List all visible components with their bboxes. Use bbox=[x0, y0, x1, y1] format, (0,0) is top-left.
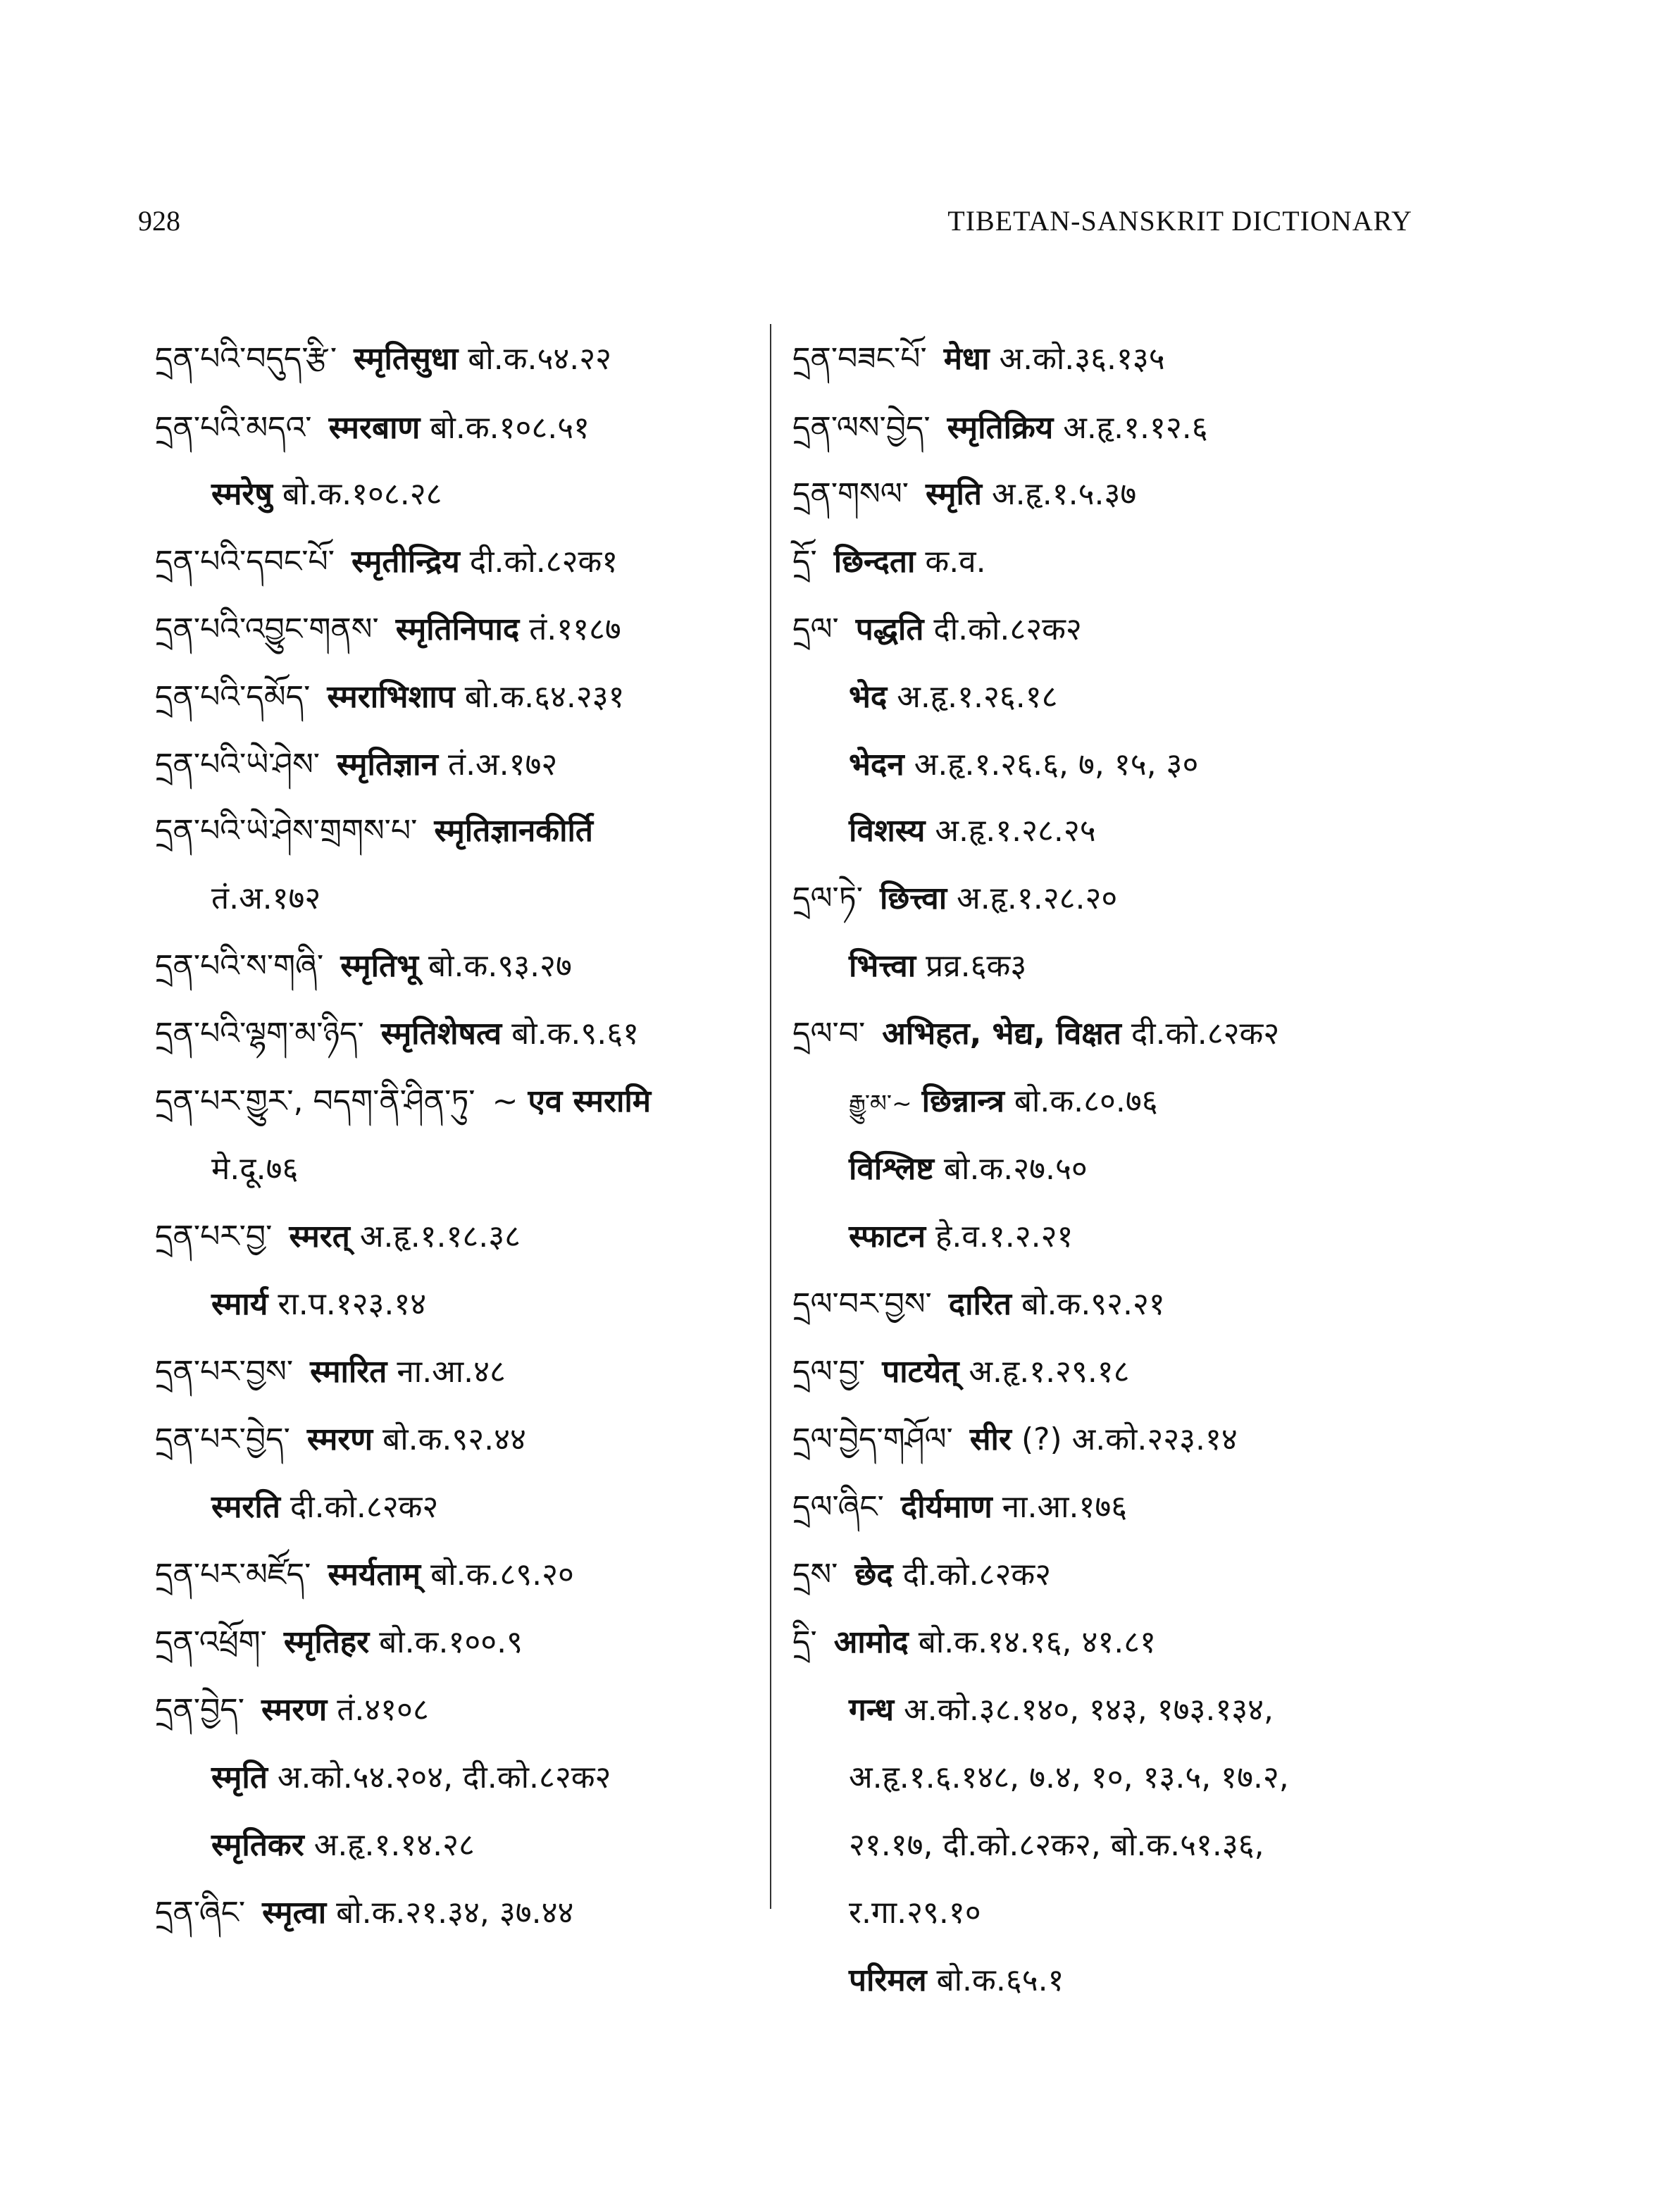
entry-subline bbox=[792, 1216, 1073, 1258]
dictionary-entry bbox=[155, 1689, 429, 1731]
source-reference: दी.को.८२क२ bbox=[290, 1489, 439, 1525]
entry-subline bbox=[792, 945, 1026, 988]
tibetan-headword: དྲན་ལས་བྱེད་ bbox=[792, 410, 931, 446]
running-head: TIBETAN-SANSKRIT DICTIONARY bbox=[947, 205, 1412, 237]
sanskrit-equivalent: स्मृतिसुधा bbox=[354, 341, 459, 377]
source-reference: बो.क.६४.२३१ bbox=[464, 679, 625, 715]
sanskrit-equivalent: स्मृतिक्रिय bbox=[947, 410, 1054, 446]
tibetan-headword: དྲན་པའི་དམོད་ bbox=[155, 679, 311, 715]
sanskrit-equivalent: एव स्मरामि bbox=[528, 1083, 652, 1119]
source-reference: दी.को.८२क२ bbox=[1131, 1016, 1280, 1052]
dictionary-entry bbox=[155, 407, 590, 449]
tibetan-headword: དྲི་ bbox=[792, 1624, 817, 1660]
source-reference: बो.क.९२.२१ bbox=[1021, 1286, 1165, 1322]
source-reference: मे.दू.७६ bbox=[211, 1151, 299, 1187]
sanskrit-equivalent: छित्त्वा bbox=[880, 880, 947, 916]
source-reference: हे.व.१.२.२१ bbox=[935, 1219, 1074, 1254]
dictionary-entry bbox=[792, 338, 1165, 380]
source-reference: अ.हृ.१.२६.६, ७, १५, ३० bbox=[914, 747, 1199, 783]
source-reference: प्रव्र.६क३ bbox=[926, 948, 1027, 984]
dictionary-entry bbox=[792, 1351, 1130, 1393]
source-reference: तं.अ.१७२ bbox=[447, 747, 558, 783]
source-reference: अ.हृ.१.५.३७ bbox=[991, 476, 1137, 512]
sanskrit-equivalent: स्मराभिशाप bbox=[327, 679, 455, 715]
entry-subline bbox=[155, 1283, 426, 1326]
sanskrit-equivalent: स्मृतिज्ञानकीर्ति bbox=[434, 813, 593, 849]
sanskrit-equivalent: स्मृतिभू bbox=[340, 948, 419, 984]
source-reference: तं.अ.१७२ bbox=[211, 880, 321, 916]
source-reference: र.गा.२९.१० bbox=[849, 1895, 981, 1931]
dictionary-entry bbox=[155, 810, 593, 852]
tibetan-headword: དྲན་པའི་ལྷག་མ་ཉིད་ bbox=[155, 1016, 364, 1052]
tibetan-headword: དྲལ་ཏེ་ bbox=[792, 880, 864, 916]
tibetan-headword: དྲན་པར་བྱེད་ bbox=[155, 1421, 290, 1457]
dictionary-entry bbox=[155, 1419, 526, 1461]
tibetan-headword: དྲས་ bbox=[792, 1557, 838, 1593]
sanskrit-equivalent: भेदन bbox=[849, 747, 904, 783]
entry-subline bbox=[792, 1148, 1088, 1190]
sanskrit-equivalent: पाटयेत् bbox=[882, 1354, 959, 1390]
tibetan-headword: དྲལ་བྱ་ bbox=[792, 1354, 866, 1390]
tibetan-headword: དྲན་བྱེད་ bbox=[155, 1692, 244, 1728]
source-reference: अ.को.३६.१३५ bbox=[999, 341, 1165, 377]
source-reference: दी.को.८२क२ bbox=[902, 1557, 1051, 1593]
source-reference: अ.को.३८.१४०, १४३, १७३.१३४, bbox=[904, 1692, 1274, 1728]
dictionary-entry bbox=[155, 676, 624, 718]
sanskrit-equivalent: छिन्नान्त्र bbox=[921, 1083, 1004, 1119]
entry-subline bbox=[155, 473, 442, 516]
sanskrit-equivalent: स्मरबाण bbox=[328, 410, 421, 446]
entry-subline bbox=[792, 1689, 1274, 1731]
tibetan-headword: དྲལ་ཞིང་ bbox=[792, 1489, 884, 1525]
sanskrit-equivalent: स्मर्यताम् bbox=[328, 1557, 421, 1593]
source-reference: अ.को.५४.२०४, दी.को.८२क२ bbox=[277, 1760, 611, 1795]
dictionary-entry bbox=[155, 1554, 574, 1596]
tibetan-headword: དྲལ་བྱེད་གཤོལ་ bbox=[792, 1421, 953, 1457]
dictionary-entry bbox=[155, 1892, 573, 1934]
source-reference: बो.क.१०८.२८ bbox=[282, 476, 442, 512]
sanskrit-equivalent: परिमल bbox=[849, 1962, 927, 1998]
dictionary-entry bbox=[792, 407, 1208, 449]
entry-subline bbox=[792, 1757, 1289, 1799]
dictionary-entry bbox=[155, 338, 611, 380]
sanskrit-equivalent: स्मारित bbox=[310, 1354, 387, 1390]
sanskrit-equivalent: गन्ध bbox=[849, 1692, 895, 1728]
dictionary-entry bbox=[155, 1081, 651, 1123]
dictionary-entry bbox=[155, 1013, 639, 1055]
entry-subline bbox=[155, 878, 321, 920]
sanskrit-equivalent: स्फाटन bbox=[849, 1219, 926, 1254]
tibetan-headword: དྲན་གསལ་ bbox=[792, 476, 909, 512]
sanskrit-equivalent: विश्लिष्ट bbox=[849, 1151, 934, 1187]
sanskrit-equivalent: छिन्दता bbox=[833, 544, 916, 580]
sanskrit-equivalent: स्मरति bbox=[211, 1489, 280, 1525]
source-reference: रा.प.१२३.१४ bbox=[278, 1286, 427, 1322]
sanskrit-equivalent: आमोद bbox=[833, 1624, 909, 1660]
tibetan-headword: དྲན་ཞིང་ bbox=[155, 1895, 246, 1931]
sanskrit-equivalent: भेद bbox=[849, 679, 888, 715]
source-reference: बो.क.९२.४४ bbox=[382, 1421, 526, 1457]
tibetan-headword: དྲན་པའི་དབང་པོ་ bbox=[155, 544, 335, 580]
dictionary-entry bbox=[155, 945, 572, 988]
sanskrit-equivalent: अभिहत, भेद्य, विक्षत bbox=[882, 1016, 1121, 1052]
sanskrit-equivalent: स्मृतीन्द्रिय bbox=[351, 544, 460, 580]
dictionary-entry bbox=[155, 744, 557, 786]
sanskrit-equivalent: स्मृतिनिपाद bbox=[395, 611, 520, 647]
sanskrit-equivalent: स्मृतिज्ञान bbox=[337, 747, 438, 783]
sanskrit-equivalent: स्मरण bbox=[306, 1421, 373, 1457]
tibetan-headword: དྲན་པར་མཛོད་ bbox=[155, 1557, 311, 1593]
sanskrit-equivalent: स्मृति bbox=[926, 476, 982, 512]
entry-subline bbox=[792, 1892, 981, 1934]
entry-subline bbox=[792, 676, 1057, 718]
dictionary-entry bbox=[792, 1419, 1238, 1461]
tibetan-headword: དྲན་པའི་བདུད་རྩི་ bbox=[155, 341, 337, 377]
sanskrit-equivalent: स्मरण bbox=[261, 1692, 328, 1728]
entry-subline bbox=[155, 1757, 611, 1799]
dictionary-entry bbox=[792, 1013, 1279, 1055]
tibetan-headword: དྲན་པའི་ཡེ་ཤེས་ bbox=[155, 747, 321, 783]
source-reference: बो.क.८०.७६ bbox=[1014, 1083, 1158, 1119]
entry-subline bbox=[792, 744, 1198, 786]
sanskrit-equivalent: छेद bbox=[854, 1557, 893, 1593]
source-reference: (?) अ.को.२२३.१४ bbox=[1021, 1421, 1238, 1457]
entry-subline bbox=[792, 1824, 1264, 1867]
entry-subline bbox=[155, 1486, 438, 1529]
tibetan-headword: དྲལ་ bbox=[792, 611, 839, 647]
tibetan-headword: དྲན་པའི་མདའ་ bbox=[155, 410, 312, 446]
source-reference: २१.१७, दी.को.८२क२, बो.क.५१.३६, bbox=[849, 1827, 1264, 1863]
dictionary-entry bbox=[792, 1554, 1051, 1596]
tibetan-headword: དྲལ་བར་བྱས་ bbox=[792, 1286, 932, 1322]
tibetan-headword: དྲན་འཕྲོག་ bbox=[155, 1624, 267, 1660]
source-reference: बो.क.६५.१ bbox=[936, 1962, 1064, 1998]
entry-subline bbox=[792, 810, 1096, 852]
sanskrit-equivalent: स्मरेषु bbox=[211, 476, 273, 512]
source-reference: अ.हृ.१.१८.३८ bbox=[359, 1219, 521, 1254]
sanskrit-equivalent: स्मृतिशेषत्व bbox=[380, 1016, 502, 1052]
source-reference: तं.११८७ bbox=[529, 611, 621, 647]
tibetan-headword: དྲན་པའི་ཡེ་ཤེས་གྲགས་པ་ bbox=[155, 813, 418, 849]
sanskrit-equivalent: विशस्य bbox=[849, 813, 926, 849]
dictionary-entry bbox=[792, 878, 1117, 920]
source-reference: तं.४१०८ bbox=[337, 1692, 429, 1728]
dictionary-entry bbox=[155, 1621, 523, 1664]
source-reference: बो.क.१००.९ bbox=[379, 1624, 523, 1660]
column-divider bbox=[770, 324, 771, 1909]
tibetan-headword: དྲན་པའི་འབྱུང་གནས་ bbox=[155, 611, 379, 647]
sanskrit-equivalent: मेधा bbox=[943, 341, 990, 377]
dictionary-entry bbox=[155, 1216, 521, 1258]
dictionary-entry bbox=[155, 1351, 506, 1393]
tibetan-headword: དྲན་པར་བྱ་ bbox=[155, 1219, 273, 1254]
source-reference: अ.हृ.१.२८.२५ bbox=[935, 813, 1096, 849]
tibetan-headword: དྲོ་ bbox=[792, 544, 817, 580]
tibetan-headword: དྲན་པར་གྱུར་, བདག་ནི་ཤིན་ཏུ་ bbox=[155, 1083, 475, 1119]
tibetan-headword: དྲན་པའི་ས་གཞི་ bbox=[155, 948, 324, 984]
source-reference: अ.हृ.१.२६.१८ bbox=[897, 679, 1058, 715]
source-reference: अ.हृ.१.२८.२० bbox=[957, 880, 1118, 916]
source-reference: बो.क.५४.२२ bbox=[468, 341, 612, 377]
tibetan-headword: དྲན་བཟང་པོ་ bbox=[792, 341, 927, 377]
sanskrit-equivalent: दीर्यमाण bbox=[900, 1489, 993, 1525]
source-reference: अ.हृ.१.२९.१८ bbox=[969, 1354, 1130, 1390]
source-reference: दी.को.८२क२ bbox=[933, 611, 1082, 647]
page-number: 928 bbox=[138, 205, 180, 237]
source-reference: बो.क.९३.२७ bbox=[428, 948, 572, 984]
tibetan-headword: དྲན་པར་བྱས་ bbox=[155, 1354, 294, 1390]
source-reference: बो.क.२१.३४, ३७.४४ bbox=[336, 1895, 574, 1931]
sanskrit-equivalent: दारित bbox=[948, 1286, 1012, 1322]
source-reference: दी.को.८२क१ bbox=[469, 544, 618, 580]
dictionary-entry bbox=[155, 541, 618, 583]
source-reference: क.व. bbox=[925, 544, 986, 580]
source-reference: बो.क.२७.५० bbox=[943, 1151, 1088, 1187]
source-reference: ना.आ.४८ bbox=[397, 1354, 506, 1390]
sanskrit-equivalent: स्मरत् bbox=[289, 1219, 350, 1254]
sanskrit-equivalent: स्मृत्वा bbox=[262, 1895, 327, 1931]
dictionary-entry bbox=[792, 1621, 1156, 1664]
headword-tilde: ~ bbox=[492, 1083, 518, 1119]
sanskrit-equivalent: भित्त्वा bbox=[849, 948, 916, 984]
sanskrit-equivalent: स्मार्य bbox=[211, 1286, 268, 1322]
source-reference: ना.आ.१७६ bbox=[1002, 1489, 1128, 1525]
source-reference: अ.हृ.१.१४.२८ bbox=[313, 1827, 475, 1863]
source-reference: बो.क.९.६१ bbox=[511, 1016, 640, 1052]
compound-prefix: རྒྱུ་མ་~ bbox=[849, 1090, 912, 1118]
dictionary-entry bbox=[792, 1486, 1127, 1529]
entry-subline bbox=[792, 1081, 1158, 1125]
dictionary-entry bbox=[792, 1283, 1165, 1326]
source-reference: बो.क.८९.२० bbox=[430, 1557, 574, 1593]
dictionary-entry bbox=[792, 541, 986, 583]
sanskrit-equivalent: स्मृति bbox=[211, 1760, 268, 1795]
sanskrit-equivalent: पद्धति bbox=[855, 611, 924, 647]
entry-subline bbox=[155, 1148, 298, 1190]
sanskrit-equivalent: स्मृतिहर bbox=[283, 1624, 370, 1660]
source-reference: अ.हृ.१.१२.६ bbox=[1063, 410, 1208, 446]
dictionary-entry bbox=[792, 473, 1136, 516]
sanskrit-equivalent: सीर bbox=[969, 1421, 1012, 1457]
dictionary-entry bbox=[792, 609, 1082, 651]
tibetan-headword: དྲལ་བ་ bbox=[792, 1016, 866, 1052]
dictionary-entry bbox=[155, 609, 621, 651]
source-reference: बो.क.१४.१६, ४१.८१ bbox=[918, 1624, 1157, 1660]
entry-subline bbox=[792, 1960, 1064, 2002]
source-reference: अ.हृ.१.६.१४८, ७.४, १०, १३.५, १७.२, bbox=[849, 1760, 1289, 1795]
entry-subline bbox=[155, 1824, 475, 1867]
source-reference: बो.क.१०८.५१ bbox=[430, 410, 590, 446]
sanskrit-equivalent: स्मृतिकर bbox=[211, 1827, 304, 1863]
